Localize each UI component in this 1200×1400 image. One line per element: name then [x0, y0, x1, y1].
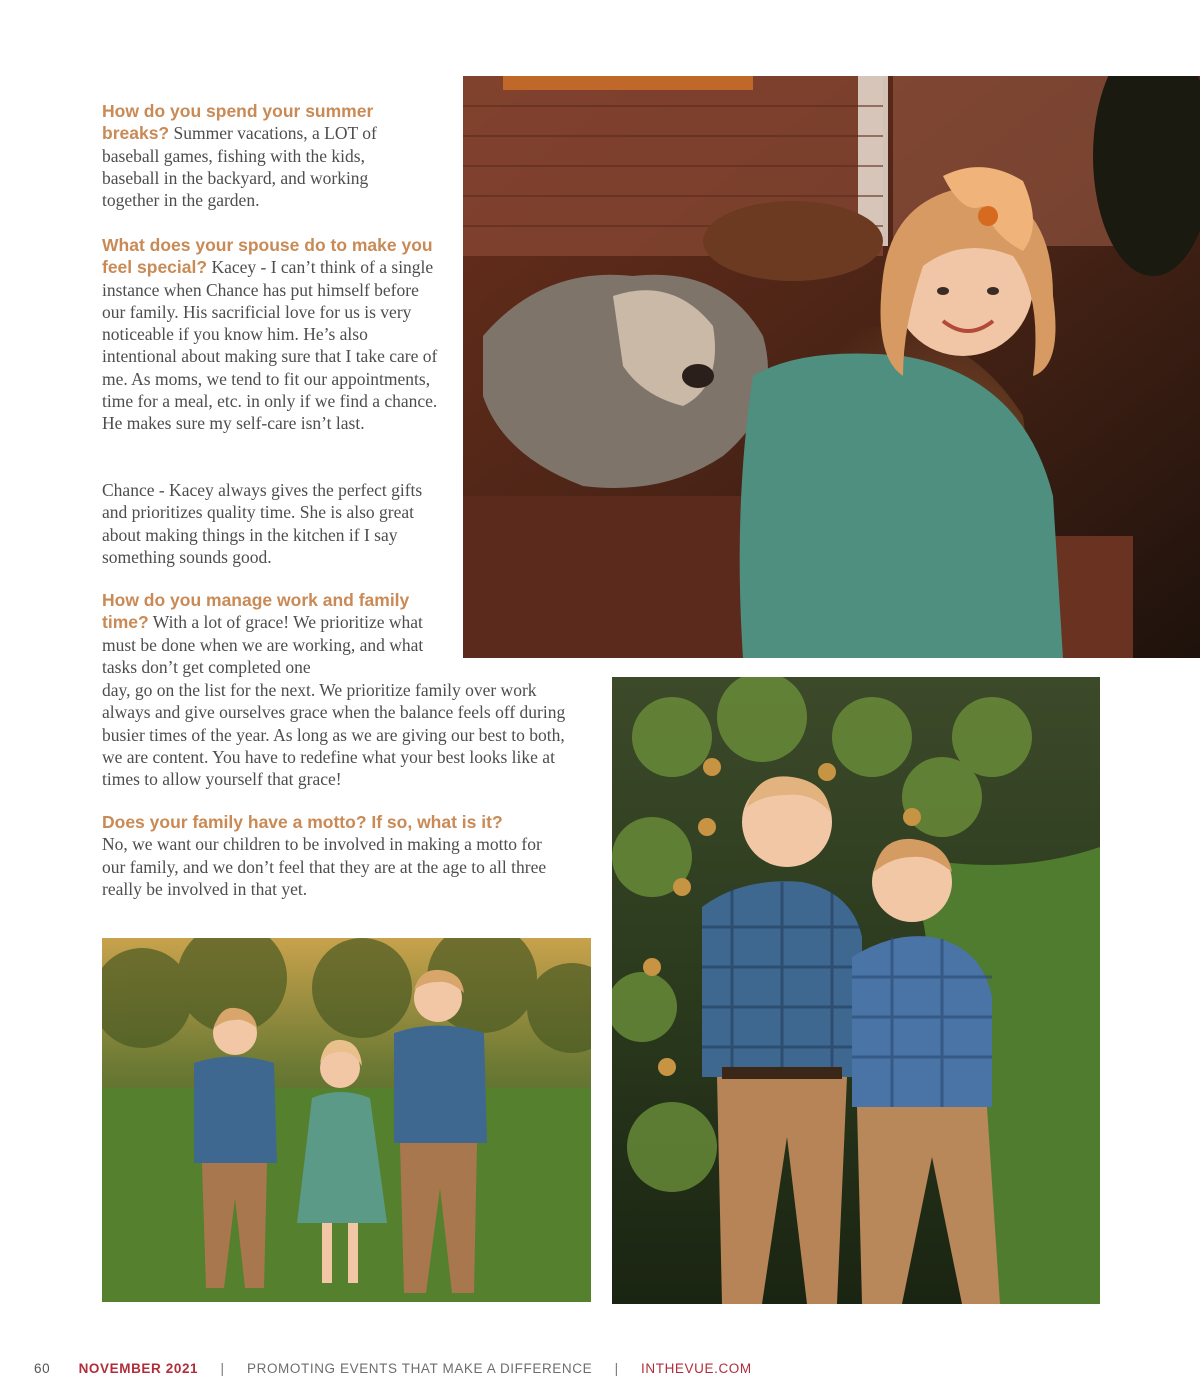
footer-separator: |	[614, 1361, 619, 1376]
qa-spouse-special-chance	[102, 479, 438, 568]
photo-two-boys	[612, 677, 1100, 1304]
page-number: 60	[34, 1361, 51, 1376]
question-heading: What does your spouse do to make you feel special?	[102, 235, 433, 278]
qa-work-family	[102, 589, 432, 678]
question-heading: Does your family have a motto? If so, what is it?	[102, 812, 503, 832]
answer-text: Summer vacations, a LOT of baseball games, fishing with the kids, baseball in the backyard, and working together in the garden.	[102, 123, 377, 211]
qa-family-motto	[102, 811, 564, 900]
question-heading: How do you spend your summer breaks?	[102, 101, 374, 144]
answer-text: Kacey - I can’t think of a single instance when Chance has put himself before our family. His sacrificial love for us is very noticeable if you know him. He’s also intentional about making sure that I take care of me. As moms, we tend to fit our appointments, time for a meal, etc. in only if we find a chance. He makes sure my self-care isn’t last.	[102, 257, 438, 434]
answer-text: day, go on the list for the next. We prioritize family over work always and give ourselves grace when the balance feels off during busier times of the year. As long as we are giving our best to both, we are content. You have to redefine what your best looks like at times to allow yourself that grace!	[102, 680, 566, 790]
answer-text: Chance - Kacey always gives the perfect gifts and prioritizes quality time. She is also great about making things in the kitchen if I say something sounds good.	[102, 480, 423, 567]
footer-tagline: PROMOTING EVENTS THAT MAKE A DIFFERENCE	[247, 1361, 593, 1376]
qa-spouse-special	[102, 234, 438, 435]
footer-separator: |	[220, 1361, 225, 1376]
photo-three-siblings	[102, 938, 591, 1302]
photo-girl-with-dog	[463, 76, 1200, 658]
page-footer	[34, 1361, 752, 1376]
answer-text: No, we want our children to be involved in making a motto for our family, and we don’t feel that they are at the age to all three really be involved in that yet.	[102, 834, 547, 899]
website-link[interactable]: INTHEVUE.COM	[641, 1361, 752, 1376]
qa-work-family-continued	[102, 679, 572, 790]
issue-date: NOVEMBER 2021	[78, 1361, 199, 1376]
qa-summer-breaks	[102, 100, 402, 211]
answer-text: With a lot of grace! We prioritize what must be done when we are working, and what tasks don’t get completed one	[102, 612, 424, 677]
question-heading: How do you manage work and family time?	[102, 590, 410, 633]
